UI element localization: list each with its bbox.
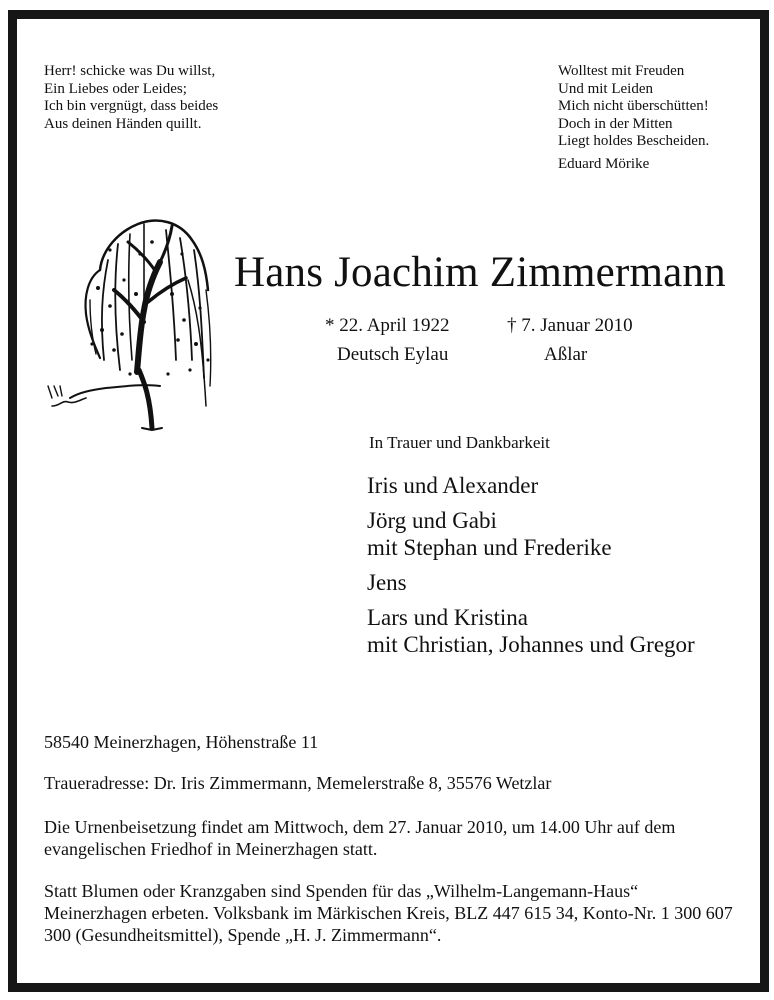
poem-left-line: Ich bin vergnügt, dass beides [44, 98, 219, 114]
family-line: mit Stephan und Frederike [367, 535, 612, 560]
mourning-address: Traueradresse: Dr. Iris Zimmermann, Memelerstraße 8, 35576 Wetzlar [44, 773, 552, 793]
poem-left [44, 63, 218, 133]
family-line: Lars und Kristina [367, 605, 528, 630]
poem-right-line: Mich nicht überschütten! [558, 98, 709, 114]
family-group [367, 507, 695, 561]
deceased-name: Hans Joachim Zimmermann [234, 249, 726, 296]
poem-right-line: Und mit Leiden [558, 80, 653, 97]
birth-place: Deutsch Eylau [337, 344, 449, 365]
home-address: 58540 Meinerzhagen, Höhenstraße 11 [44, 732, 319, 752]
death-date: † 7. Januar 2010 [507, 315, 633, 336]
poem-right-line: Wolltest mit Freuden [558, 63, 685, 79]
family-line: Jens [367, 570, 407, 595]
poem-author: Eduard Mörike [558, 155, 650, 172]
poem-left-line: Ein Liebes oder Leides; [44, 80, 187, 97]
poem-right-line: Doch in der Mitten [558, 115, 673, 132]
death-place: Aßlar [544, 344, 588, 365]
donation-notice: Statt Blumen oder Kranzgaben sind Spenden für das „Wilhelm-Langemann-Haus“ Meinerzhagen erbeten. Volksbank im Märkischen Kreis, BLZ 447 615 34, Konto-Nr. 1 300 607 300 (Gesundheitsmittel), Spende „H. J. Zimmermann“. [44, 881, 733, 945]
family-group [367, 569, 695, 596]
poem-left-line: Aus deinen Händen quillt. [44, 115, 202, 132]
family-line: Iris und Alexander [367, 473, 539, 498]
poem-right [558, 63, 709, 173]
family-group [367, 604, 695, 658]
poem-left-line: Herr! schicke was Du willst, [44, 63, 216, 79]
family-line: mit Christian, Johannes und Gregor [367, 632, 695, 657]
burial-notice: Die Urnenbeisetzung findet am Mittwoch, dem 27. Januar 2010, um 14.00 Uhr auf dem evangelischen Friedhof in Meinerzhagen statt. [44, 817, 676, 859]
family-line: Jörg und Gabi [367, 508, 497, 533]
mourning-line: In Trauer und Dankbarkeit [369, 433, 550, 452]
family-list [367, 472, 695, 666]
weeping-willow-icon [40, 210, 220, 435]
poem-right-line: Liegt holdes Bescheiden. [558, 133, 710, 149]
birth-date: * 22. April 1922 [325, 315, 450, 336]
family-group [367, 472, 695, 499]
